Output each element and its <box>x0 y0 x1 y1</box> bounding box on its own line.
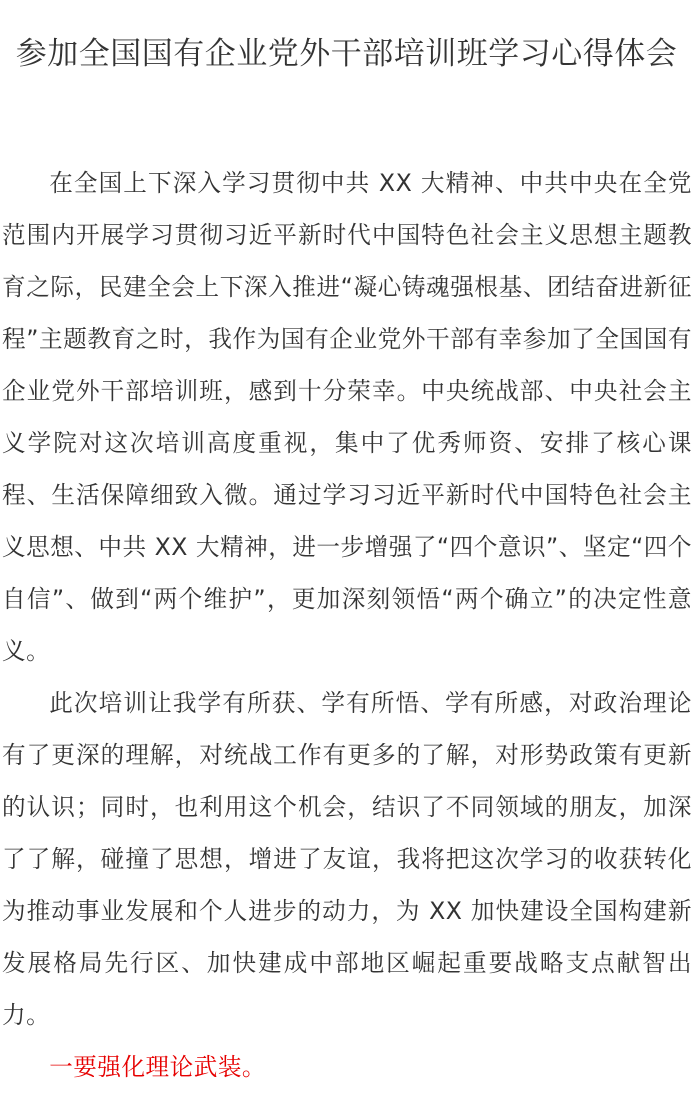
article-title: 参加全国国有企业党外干部培训班学习心得体会 <box>15 36 678 72</box>
paragraph-reflection: 此次培训让我学有所获、学有所悟、学有所感，对政治理论有了更深的理解，对统战工作有更多的了解，对形势政策有更新的认识；同时，也利用这个机会，结识了不同领域的朋友，加深了了解，碰撞了思想，增进了友谊，我将把这次学习的收获转化为推动事业发展和个人进步的动力，为 XX 加快建设全国构建新发展格局先行区、加快建成中部地区崛起重要战略支点献智出力。 <box>2 689 692 1029</box>
paragraph-intro: 在全国上下深入学习贯彻中共 XX 大精神、中共中央在全党范围内开展学习贯彻习近平新时代中国特色社会主义思想主题教育之际，民建全会上下深入推进“凝心铸魂强根基、团结奋进新征程”主题教育之时，我作为国有企业党外干部有幸参加了全国国有企业党外干部培训班，感到十分荣幸。中央统战部、中央社会主义学院对这次培训高度重视，集中了优秀师资、安排了核心课程、生活保障细致入微。通过学习习近平新时代中国特色社会主义思想、中共 XX 大精神，进一步增强了“四个意识”、坚定“四个自信”、做到“两个维护”，更加深刻领悟“两个确立”的决定性意义。 <box>2 169 692 665</box>
article-body <box>2 157 692 1093</box>
section-heading: 一要强化理论武装。 <box>49 1053 267 1081</box>
